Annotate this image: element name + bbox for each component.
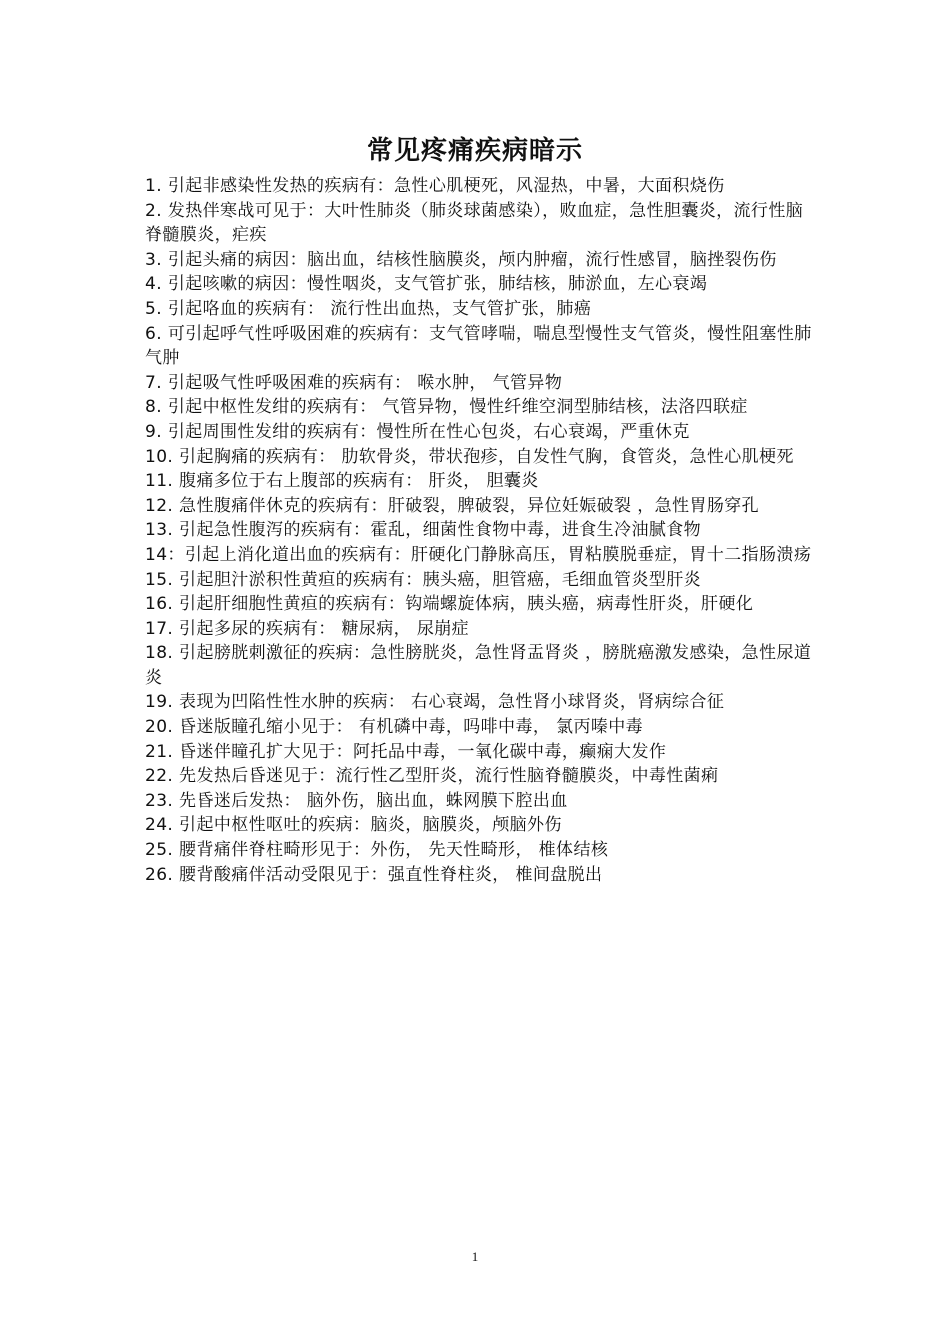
list-item: 12. 急性腹痛伴休克的疾病有：肝破裂，脾破裂，异位妊娠破裂 ，急性胃肠穿孔 — [145, 495, 760, 516]
list-item: 21. 昏迷伴瞳孔扩大见于：阿托品中毒，一氧化碳中毒，癫痫大发作 — [145, 741, 667, 762]
list-item: 14：引起上消化道出血的疾病有：肝硬化门静脉高压，胃粘膜脱垂症，胃十二指肠溃疡 — [145, 544, 812, 565]
list-item: 2. 发热伴寒战可见于：大叶性肺炎（肺炎球菌感染），败血症，急性胆囊炎，流行性脑脊髓膜炎，疟疾 — [145, 200, 804, 246]
list-item: 22. 先发热后昏迷见于：流行性乙型肝炎，流行性脑脊髓膜炎，中毒性菌痢 — [145, 766, 719, 787]
list-item: 20. 昏迷版瞳孔缩小见于： 有机磷中毒，吗啡中毒， 氯丙嗪中毒 — [145, 717, 644, 738]
list-item: 23. 先昏迷后发热： 脑外伤，脑出血，蛛网膜下腔出血 — [145, 790, 568, 811]
list-item: 19. 表现为凹陷性性水肿的疾病： 右心衰竭，急性肾小球肾炎，肾病综合征 — [145, 692, 725, 713]
list-item: 11. 腹痛多位于右上腹部的疾病有： 肝炎， 胆囊炎 — [145, 471, 539, 492]
list-item: 6. 可引起呼气性呼吸困难的疾病有：支气管哮喘，喘息型慢性支气管炎，慢性阻塞性肺气肿 — [145, 323, 812, 369]
list-item: 4. 引起咳嗽的病因：慢性咽炎，支气管扩张，肺结核，肺淤血，左心衰竭 — [145, 274, 708, 295]
list-item: 10. 引起胸痛的疾病有： 肋软骨炎，带状孢疹，自发性气胸，食管炎，急性心肌梗死 — [145, 446, 794, 467]
list-item: 24. 引起中枢性呕吐的疾病：脑炎，脑膜炎，颅脑外伤 — [145, 815, 562, 836]
list-item: 25. 腰背痛伴脊柱畸形见于：外伤， 先天性畸形， 椎体结核 — [145, 840, 609, 861]
list-item: 16. 引起肝细胞性黄疸的疾病有：钩端螺旋体病，胰头癌，病毒性肝炎，肝硬化 — [145, 594, 754, 615]
list-item: 8. 引起中枢性发绀的疾病有： 气管异物，慢性纤维空洞型肺结核，法洛四联症 — [145, 397, 748, 418]
list-item: 18. 引起膀胱刺激征的疾病：急性膀胱炎，急性肾盂肾炎 ，膀胱癌激发感染，急性尿道炎 — [145, 643, 812, 688]
list-item: 9. 引起周围性发绀的疾病有：慢性所在性心包炎，右心衰竭，严重休克 — [145, 421, 690, 442]
list-item: 5. 引起咯血的疾病有： 流行性出血热，支气管扩张，肺癌 — [145, 298, 592, 319]
list-item: 17. 引起多尿的疾病有： 糖尿病， 尿崩症 — [145, 618, 470, 639]
list-item: 1. 引起非感染性发热的疾病有：急性心肌梗死，风湿热，中暑，大面积烧伤 — [145, 176, 725, 196]
document-title: 常见疼痛疾病暗示 — [366, 136, 583, 166]
list-item: 15. 引起胆汁淤积性黄疸的疾病有：胰头癌，胆管癌，毛细血管炎型肝炎 — [145, 569, 702, 590]
page-number: 1 — [471, 1249, 479, 1264]
list-item: 13. 引起急性腹泻的疾病有：霍乱，细菌性食物中毒，进食生冷油腻食物 — [145, 520, 702, 541]
list-item: 3. 引起头痛的病因：脑出血，结核性脑膜炎，颅内肿瘤，流行性感冒，脑挫裂伤伤 — [145, 249, 777, 270]
list-item: 26. 腰背酸痛伴活动受限见于：强直性脊柱炎， 椎间盘脱出 — [145, 864, 603, 885]
list-item: 7. 引起吸气性呼吸困难的疾病有： 喉水肿， 气管异物 — [145, 372, 563, 393]
symptom-disease-list — [145, 174, 813, 887]
